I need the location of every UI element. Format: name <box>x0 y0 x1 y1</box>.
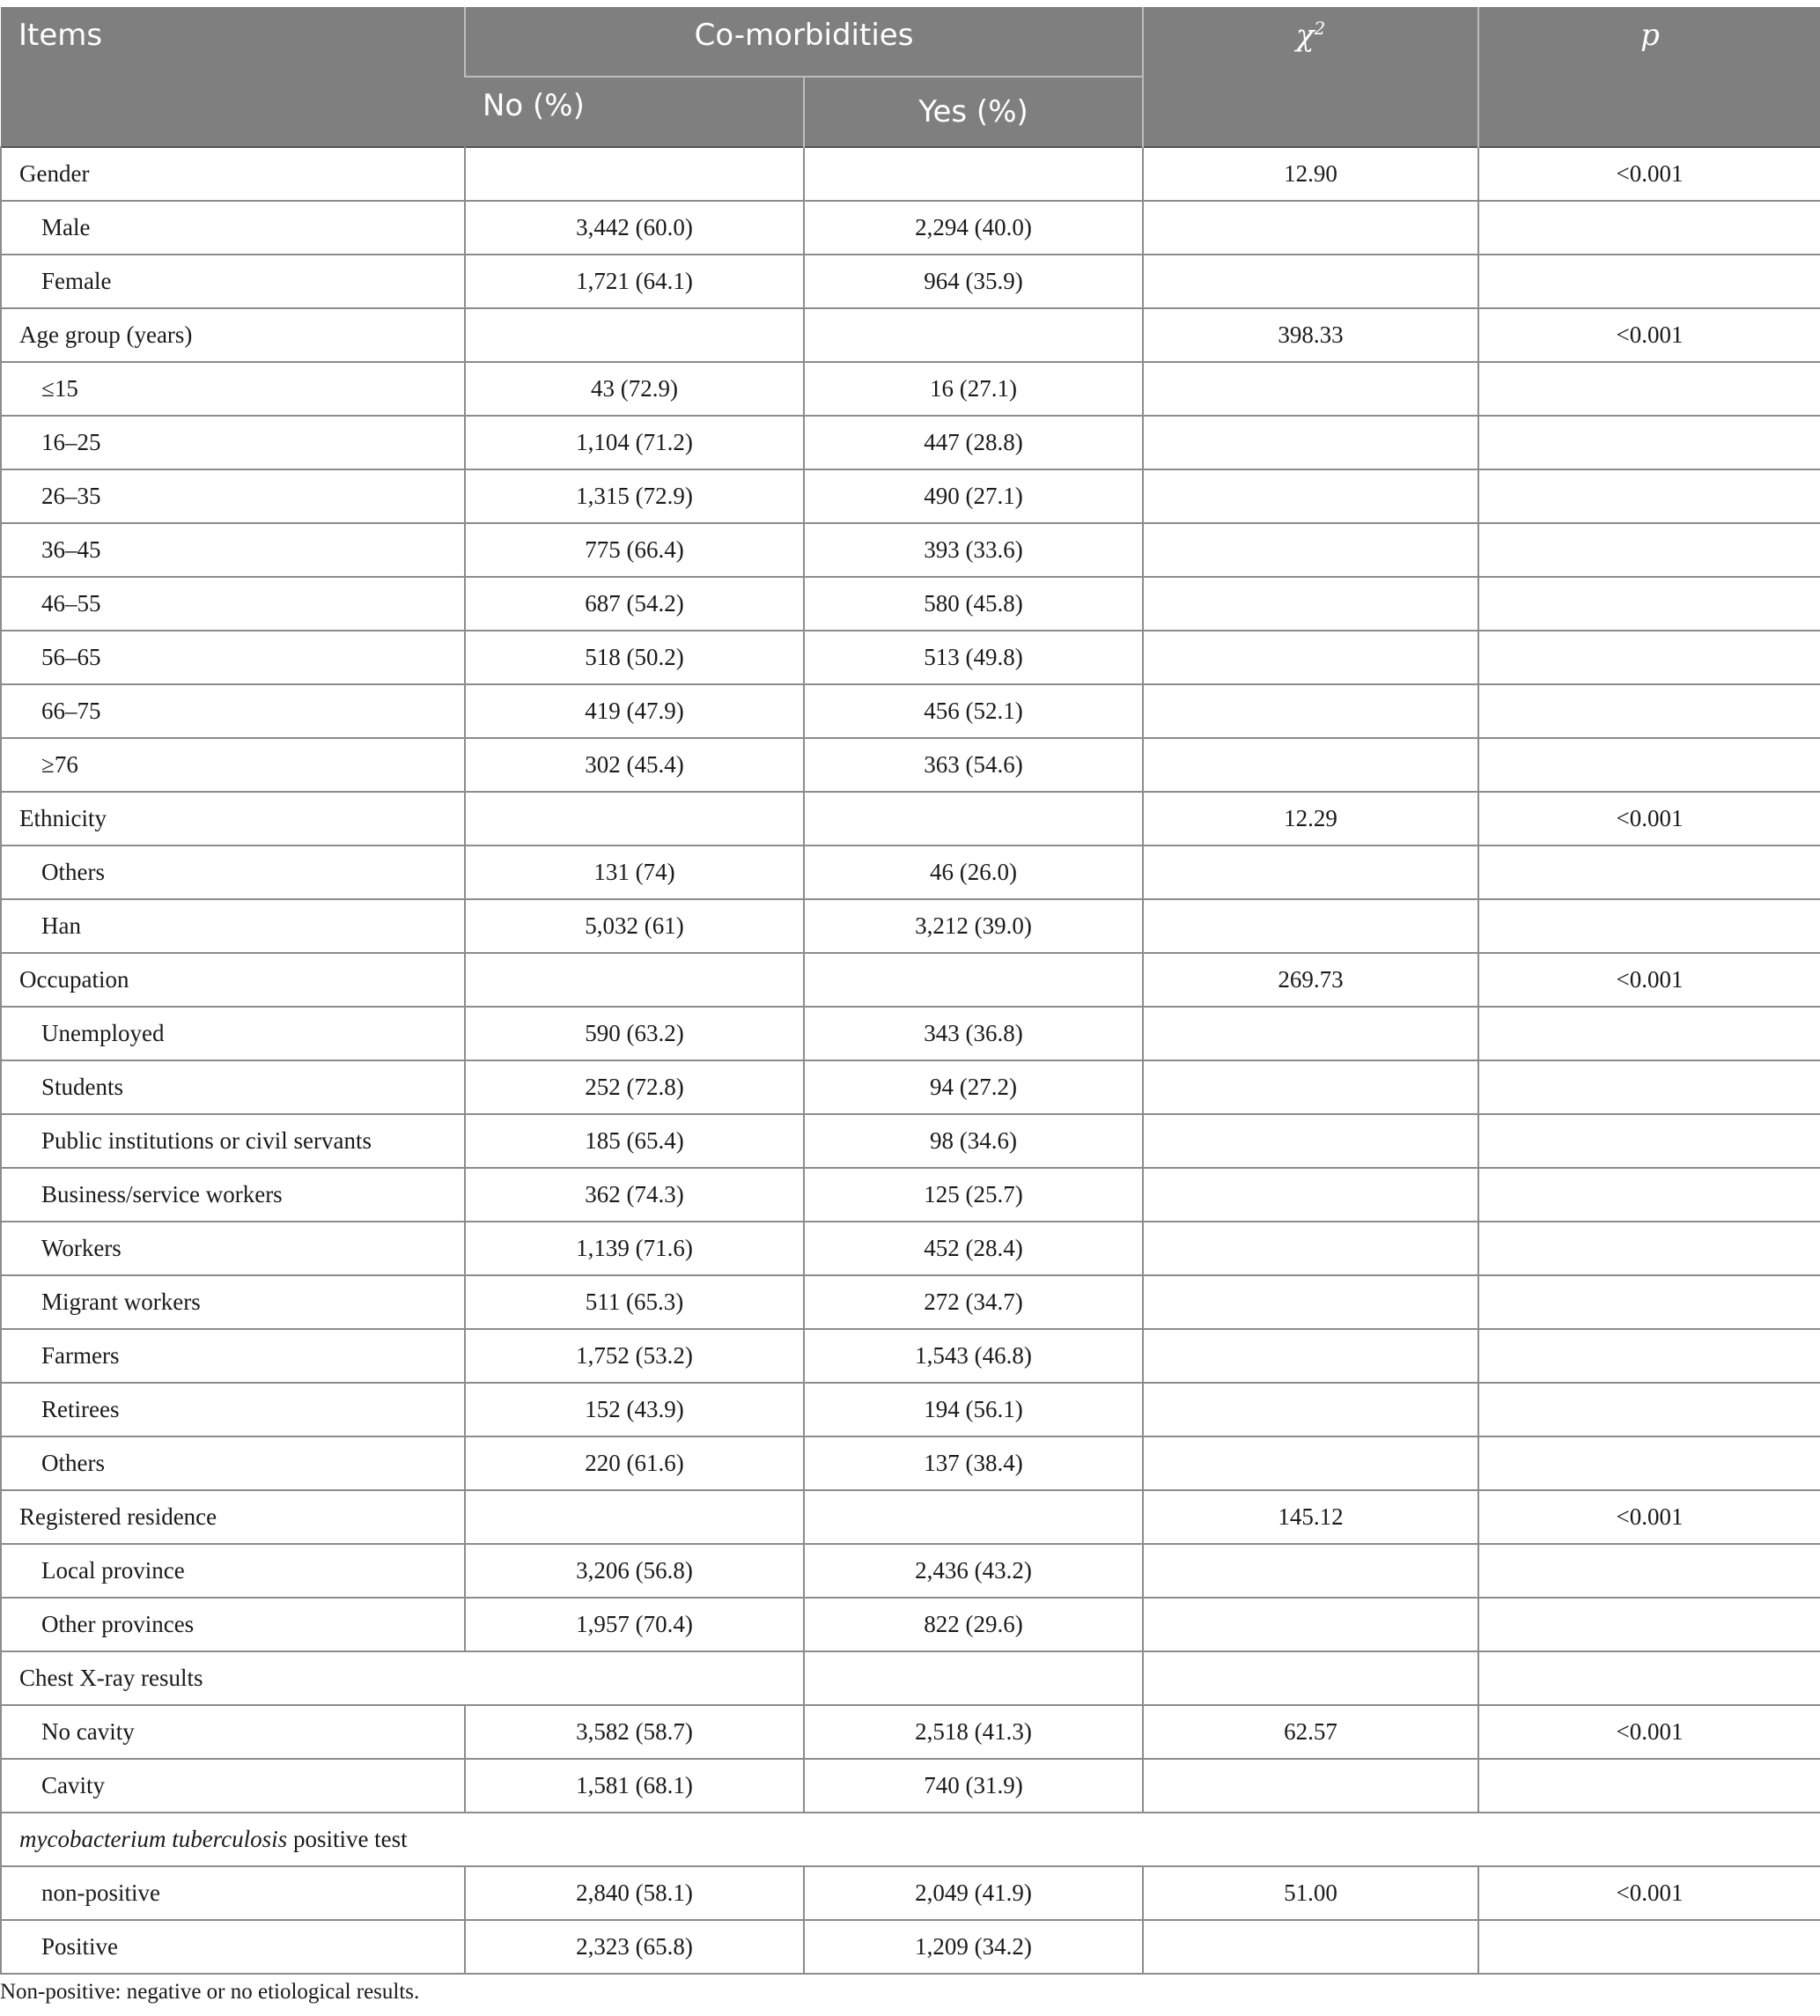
cell-chi2 <box>1143 1920 1478 1974</box>
cell-p <box>1478 684 1820 738</box>
cell-yes: 2,294 (40.0) <box>804 201 1143 255</box>
row-label: Male <box>1 201 465 255</box>
cell-p <box>1478 1114 1820 1168</box>
cell-no: 590 (63.2) <box>465 1007 804 1060</box>
cell-chi2: 51.00 <box>1143 1866 1478 1920</box>
cell-yes: 822 (29.6) <box>804 1598 1143 1651</box>
cell-p <box>1478 201 1820 255</box>
p-value-header: p <box>1478 7 1820 147</box>
cell-no: 185 (65.4) <box>465 1114 804 1168</box>
cell-yes: 513 (49.8) <box>804 631 1143 684</box>
cell-chi2 <box>1143 255 1478 308</box>
row-label <box>1 1813 1820 1866</box>
row-label: Workers <box>1 1222 465 1275</box>
cell-chi2 <box>1143 1060 1478 1114</box>
cell-yes <box>804 308 1143 362</box>
row-label: Chest X-ray results <box>1 1651 804 1705</box>
cell-no: 518 (50.2) <box>465 631 804 684</box>
cell-no: 775 (66.4) <box>465 523 804 577</box>
row-label: Ethnicity <box>1 792 465 846</box>
table-row <box>1 577 1820 631</box>
cell-yes: 363 (54.6) <box>804 738 1143 792</box>
row-label-rest: positive test <box>287 1826 408 1852</box>
table-row <box>1 1383 1820 1436</box>
cell-yes <box>804 1651 1143 1705</box>
cell-no: 2,840 (58.1) <box>465 1866 804 1920</box>
table-row <box>1 738 1820 792</box>
cell-p: <0.001 <box>1478 1866 1820 1920</box>
cell-no: 131 (74) <box>465 846 804 899</box>
cell-p <box>1478 1275 1820 1329</box>
cell-no: 511 (65.3) <box>465 1275 804 1329</box>
table-row <box>1 201 1820 255</box>
table-row <box>1 1329 1820 1383</box>
row-label: Others <box>1 1436 465 1490</box>
comorbidities-header: Co-morbidities <box>465 7 1143 77</box>
cell-yes: 2,049 (41.9) <box>804 1866 1143 1920</box>
cell-p <box>1478 469 1820 523</box>
table-row <box>1 255 1820 308</box>
cell-p: <0.001 <box>1478 953 1820 1007</box>
cell-p <box>1478 523 1820 577</box>
cell-p <box>1478 1598 1820 1651</box>
cell-chi2: 269.73 <box>1143 953 1478 1007</box>
cell-chi2: 398.33 <box>1143 308 1478 362</box>
cell-p: <0.001 <box>1478 147 1820 201</box>
chi-superscript: 2 <box>1314 18 1326 39</box>
row-label: Female <box>1 255 465 308</box>
cell-p <box>1478 738 1820 792</box>
cell-p: <0.001 <box>1478 1490 1820 1544</box>
table-row <box>1 1759 1820 1813</box>
table-row <box>1 1436 1820 1490</box>
row-label: Public institutions or civil servants <box>1 1114 465 1168</box>
table-row <box>1 416 1820 469</box>
cell-yes: 1,209 (34.2) <box>804 1920 1143 1974</box>
table-row <box>1 469 1820 523</box>
table-row <box>1 792 1820 846</box>
cell-yes: 456 (52.1) <box>804 684 1143 738</box>
cell-yes <box>804 792 1143 846</box>
cell-yes: 1,543 (46.8) <box>804 1329 1143 1383</box>
cell-yes <box>804 1490 1143 1544</box>
header-row <box>1 7 1820 77</box>
cell-p <box>1478 1007 1820 1060</box>
row-label: Other provinces <box>1 1598 465 1651</box>
cell-p: <0.001 <box>1478 792 1820 846</box>
cell-yes: 740 (31.9) <box>804 1759 1143 1813</box>
table-row <box>1 147 1820 201</box>
cell-p <box>1478 362 1820 416</box>
cell-chi2 <box>1143 1598 1478 1651</box>
cell-no: 1,721 (64.1) <box>465 255 804 308</box>
cell-no: 362 (74.3) <box>465 1168 804 1222</box>
row-label: 36–45 <box>1 523 465 577</box>
no-percent-header: No (%) <box>465 77 804 147</box>
cell-chi2 <box>1143 1436 1478 1490</box>
cell-chi2 <box>1143 1275 1478 1329</box>
table-row <box>1 1813 1820 1866</box>
cell-yes <box>804 953 1143 1007</box>
cell-chi2 <box>1143 1168 1478 1222</box>
chi-symbol: χ <box>1295 18 1315 54</box>
cell-yes: 272 (34.7) <box>804 1275 1143 1329</box>
row-label: Occupation <box>1 953 465 1007</box>
table-row <box>1 1490 1820 1544</box>
row-label: Han <box>1 899 465 953</box>
table-row <box>1 1168 1820 1222</box>
table-row <box>1 1651 1820 1705</box>
cell-no: 5,032 (61) <box>465 899 804 953</box>
cell-p <box>1478 846 1820 899</box>
row-label: No cavity <box>1 1705 465 1759</box>
table-row <box>1 1275 1820 1329</box>
cell-yes: 125 (25.7) <box>804 1168 1143 1222</box>
row-label: Unemployed <box>1 1007 465 1060</box>
cell-chi2 <box>1143 1383 1478 1436</box>
cell-chi2 <box>1143 523 1478 577</box>
cell-chi2 <box>1143 684 1478 738</box>
row-label: Retirees <box>1 1383 465 1436</box>
yes-percent-header: Yes (%) <box>804 77 1143 147</box>
row-label: Farmers <box>1 1329 465 1383</box>
cell-yes: 3,212 (39.0) <box>804 899 1143 953</box>
cell-yes: 94 (27.2) <box>804 1060 1143 1114</box>
row-label: Local province <box>1 1544 465 1598</box>
cell-p: <0.001 <box>1478 1705 1820 1759</box>
table-row <box>1 899 1820 953</box>
row-label: Age group (years) <box>1 308 465 362</box>
table-row <box>1 846 1820 899</box>
table-row <box>1 631 1820 684</box>
row-label: Cavity <box>1 1759 465 1813</box>
cell-chi2 <box>1143 577 1478 631</box>
cell-no: 1,581 (68.1) <box>465 1759 804 1813</box>
table-row <box>1 1007 1820 1060</box>
cell-no: 220 (61.6) <box>465 1436 804 1490</box>
cell-chi2: 12.29 <box>1143 792 1478 846</box>
cell-yes: 2,518 (41.3) <box>804 1705 1143 1759</box>
cell-chi2 <box>1143 1114 1478 1168</box>
cell-no: 1,139 (71.6) <box>465 1222 804 1275</box>
row-label: Students <box>1 1060 465 1114</box>
table-row <box>1 362 1820 416</box>
table-row <box>1 1920 1820 1974</box>
cell-no: 43 (72.9) <box>465 362 804 416</box>
cell-chi2 <box>1143 1007 1478 1060</box>
table-row <box>1 1544 1820 1598</box>
table-row <box>1 1866 1820 1920</box>
table-row <box>1 1060 1820 1114</box>
cell-chi2 <box>1143 416 1478 469</box>
cell-yes: 964 (35.9) <box>804 255 1143 308</box>
cell-no <box>465 147 804 201</box>
cell-no <box>465 953 804 1007</box>
cell-chi2: 12.90 <box>1143 147 1478 201</box>
cell-p <box>1478 1383 1820 1436</box>
cell-no: 1,957 (70.4) <box>465 1598 804 1651</box>
row-label: Registered residence <box>1 1490 465 1544</box>
cell-no: 687 (54.2) <box>465 577 804 631</box>
row-label: 16–25 <box>1 416 465 469</box>
cell-no: 1,752 (53.2) <box>465 1329 804 1383</box>
cell-p <box>1478 1920 1820 1974</box>
row-label: 66–75 <box>1 684 465 738</box>
cell-chi2 <box>1143 738 1478 792</box>
cell-chi2 <box>1143 631 1478 684</box>
cell-yes: 393 (33.6) <box>804 523 1143 577</box>
cell-p <box>1478 1060 1820 1114</box>
table-row <box>1 308 1820 362</box>
cell-no: 419 (47.9) <box>465 684 804 738</box>
cell-chi2 <box>1143 469 1478 523</box>
cell-yes: 137 (38.4) <box>804 1436 1143 1490</box>
row-label: ≥76 <box>1 738 465 792</box>
cell-yes: 580 (45.8) <box>804 577 1143 631</box>
cell-p <box>1478 631 1820 684</box>
cell-p <box>1478 1651 1820 1705</box>
cell-yes: 2,436 (43.2) <box>804 1544 1143 1598</box>
cell-no: 252 (72.8) <box>465 1060 804 1114</box>
cell-yes: 194 (56.1) <box>804 1383 1143 1436</box>
cell-no: 302 (45.4) <box>465 738 804 792</box>
table-row <box>1 953 1820 1007</box>
cell-chi2: 145.12 <box>1143 1490 1478 1544</box>
cell-chi2 <box>1143 899 1478 953</box>
items-header: Items <box>1 7 465 147</box>
cell-no: 1,315 (72.9) <box>465 469 804 523</box>
cell-no: 152 (43.9) <box>465 1383 804 1436</box>
cell-p <box>1478 1222 1820 1275</box>
cell-chi2: 62.57 <box>1143 1705 1478 1759</box>
table-row <box>1 1222 1820 1275</box>
cell-chi2 <box>1143 1222 1478 1275</box>
cell-p <box>1478 899 1820 953</box>
cell-no: 3,206 (56.8) <box>465 1544 804 1598</box>
row-label: Gender <box>1 147 465 201</box>
comorbidities-table <box>0 7 1820 1975</box>
cell-no: 1,104 (71.2) <box>465 416 804 469</box>
cell-p: <0.001 <box>1478 308 1820 362</box>
cell-p <box>1478 1544 1820 1598</box>
cell-no <box>465 1490 804 1544</box>
cell-p <box>1478 1329 1820 1383</box>
row-label: ≤15 <box>1 362 465 416</box>
cell-yes: 490 (27.1) <box>804 469 1143 523</box>
cell-no: 3,582 (58.7) <box>465 1705 804 1759</box>
cell-p <box>1478 1759 1820 1813</box>
cell-p <box>1478 1436 1820 1490</box>
row-label-italic: mycobacterium tuberculosis <box>19 1826 288 1852</box>
cell-p <box>1478 577 1820 631</box>
table-row <box>1 684 1820 738</box>
row-label: non-positive <box>1 1866 465 1920</box>
cell-chi2 <box>1143 362 1478 416</box>
row-label: 26–35 <box>1 469 465 523</box>
cell-no <box>465 308 804 362</box>
cell-yes: 343 (36.8) <box>804 1007 1143 1060</box>
table-footnote: Non-positive: negative or no etiological results. <box>0 1980 420 2004</box>
cell-yes: 98 (34.6) <box>804 1114 1143 1168</box>
table-row <box>1 1705 1820 1759</box>
cell-yes <box>804 147 1143 201</box>
row-label: Business/service workers <box>1 1168 465 1222</box>
row-label: 46–55 <box>1 577 465 631</box>
cell-chi2 <box>1143 201 1478 255</box>
row-label: Migrant workers <box>1 1275 465 1329</box>
cell-chi2 <box>1143 1759 1478 1813</box>
cell-chi2 <box>1143 1329 1478 1383</box>
cell-p <box>1478 1168 1820 1222</box>
cell-yes: 447 (28.8) <box>804 416 1143 469</box>
cell-no <box>465 792 804 846</box>
table-row <box>1 1114 1820 1168</box>
cell-no: 3,442 (60.0) <box>465 201 804 255</box>
chi-square-header <box>1143 7 1478 147</box>
row-label: Positive <box>1 1920 465 1974</box>
table-row <box>1 523 1820 577</box>
cell-yes: 452 (28.4) <box>804 1222 1143 1275</box>
cell-yes: 46 (26.0) <box>804 846 1143 899</box>
cell-p <box>1478 255 1820 308</box>
row-label: Others <box>1 846 465 899</box>
cell-chi2 <box>1143 1544 1478 1598</box>
cell-p <box>1478 416 1820 469</box>
row-label: 56–65 <box>1 631 465 684</box>
cell-chi2 <box>1143 846 1478 899</box>
table-row <box>1 1598 1820 1651</box>
cell-yes: 16 (27.1) <box>804 362 1143 416</box>
cell-no: 2,323 (65.8) <box>465 1920 804 1974</box>
cell-chi2 <box>1143 1651 1478 1705</box>
